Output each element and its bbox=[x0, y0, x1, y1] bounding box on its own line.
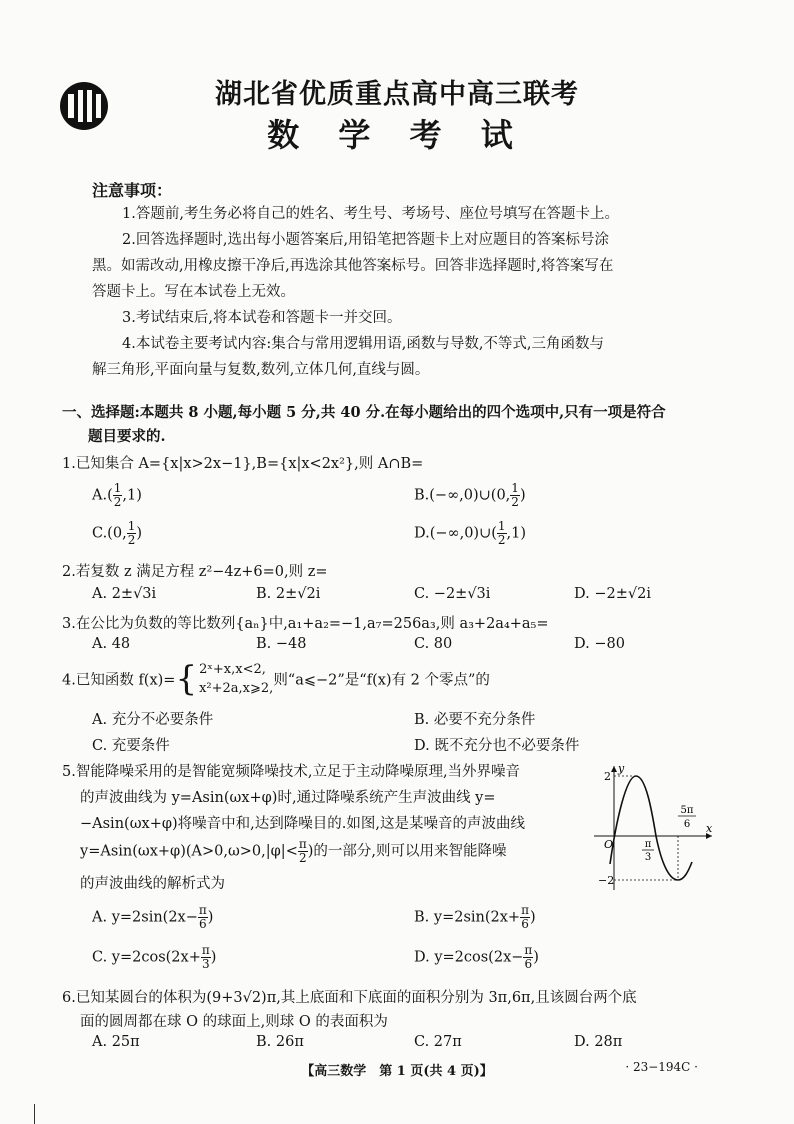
question-5-line: 5.智能降噪采用的是智能宽频降噪技术,立足于主动降噪原理,当外界噪音 bbox=[62, 764, 521, 780]
option-c: C. 27π bbox=[414, 1034, 462, 1050]
sine-wave-graph bbox=[592, 762, 716, 892]
exam-code: · 23−194C · bbox=[625, 1060, 698, 1074]
origin-label: O bbox=[604, 838, 614, 851]
scan-edge-mark bbox=[34, 1104, 35, 1124]
option-c: C. y=2cos(2x+ $\frac{\pi}{3}$ ) bbox=[92, 943, 217, 971]
note-line: 3.考试结束后,将本试卷和答题卡一并交回。 bbox=[122, 310, 402, 326]
option-a: A. y=2sin(2x− $\frac{\pi}{6}$ ) bbox=[92, 903, 214, 931]
page-footer: 【高三数学 第 1 页(共 4 页)】 bbox=[301, 1064, 493, 1079]
option-b: B. 必要不充分条件 bbox=[414, 712, 536, 728]
min-label: −2 bbox=[598, 874, 615, 887]
note-line: 解三角形,平面向量与复数,数列,立体几何,直线与圆。 bbox=[92, 362, 430, 378]
question-5-line: 的声波曲线的解析式为 bbox=[80, 876, 225, 892]
note-line: 2.回答选择题时,选出每小题答案后,用铅笔把答题卡上对应题目的答案标号涂 bbox=[122, 232, 610, 248]
option-b: B. 26π bbox=[256, 1034, 304, 1050]
tick-pi-3-num: π bbox=[644, 839, 652, 850]
option-a: A. 25π bbox=[92, 1034, 140, 1050]
option-a: A. 48 bbox=[92, 636, 131, 652]
question-5-line: 的声波曲线为 y=Asin(ωx+φ)时,通过降噪系统产生声波曲线 y= bbox=[80, 790, 496, 806]
max-label: 2 bbox=[604, 770, 611, 783]
option-d: D. −80 bbox=[574, 636, 625, 652]
option-b: B. y=2sin(2x+ $\frac{\pi}{6}$ ) bbox=[414, 903, 536, 931]
question-6-line: 面的圆周都在球 O 的球面上,则球 O 的表面积为 bbox=[80, 1014, 388, 1030]
question-5-line: −Asin(ωx+φ)将噪音中和,达到降噪目的.如图,这是某噪音的声波曲线 bbox=[80, 816, 525, 832]
option-c: C. −2±√3i bbox=[414, 586, 491, 602]
note-line: 1.答题前,考生务必将自己的姓名、考生号、考场号、座位号填写在答题卡上。 bbox=[122, 206, 619, 222]
question-1: 1.已知集合 A={x|x>2x−1},B={x|x<2x²},则 A∩B= bbox=[62, 456, 424, 472]
note-line: 答题卡上。写在本试卷上无效。 bbox=[92, 284, 295, 300]
option-d: D. y=2cos(2x− $\frac{\pi}{6}$ ) bbox=[414, 943, 539, 971]
section-heading: 题目要求的. bbox=[88, 428, 166, 445]
question-4: 4.已知函数 f(x)={ 2ˣ+x,x<2, x²+2a,x⩾2, 则“a⩽−2”是“f(x)有 2 个零点”的 bbox=[62, 659, 490, 699]
option-b: B.(−∞,0)∪(0, $\frac{1}{2}$ ) bbox=[414, 481, 526, 509]
option-c: C.(0, $\frac{1}{2}$ ) bbox=[92, 519, 142, 547]
note-line: 4.本试卷主要考试内容:集合与常用逻辑用语,函数与导数,不等式,三角函数与 bbox=[122, 336, 605, 352]
notes-heading: 注意事项： bbox=[92, 181, 173, 200]
option-a: A.( $\frac{1}{2}$ ,1) bbox=[92, 481, 142, 509]
option-d: D.(−∞,0)∪( $\frac{1}{2}$ ,1) bbox=[414, 519, 527, 547]
axis-y-label: y bbox=[618, 762, 625, 775]
option-a: A. 充分不必要条件 bbox=[92, 712, 214, 728]
note-line: 黑。如需改动,用橡皮擦干净后,再选涂其他答案标号。回答非选择题时,将答案写在 bbox=[92, 258, 614, 274]
axis-x-label: x bbox=[706, 822, 713, 835]
option-c: C. 80 bbox=[414, 636, 453, 652]
tick-5pi-6-den: 6 bbox=[683, 819, 691, 830]
tick-5pi-6-num: 5π bbox=[680, 805, 694, 816]
exam-title: 湖北省优质重点高中高三联考 bbox=[215, 79, 579, 110]
question-3: 3.在公比为负数的等比数列{aₙ}中,a₁+a₂=−1,a₇=256a₃,则 a₃+2a₄+a₅= bbox=[62, 616, 549, 632]
option-d: D. 28π bbox=[574, 1034, 623, 1050]
exam-subtitle: 数 学 考 试 bbox=[267, 116, 527, 154]
option-b: B. 2±√2i bbox=[256, 586, 321, 602]
question-2: 2.若复数 z 满足方程 z²−4z+6=0,则 z= bbox=[62, 564, 328, 580]
tick-pi-3-den: 3 bbox=[644, 852, 652, 863]
section-heading: 一、选择题:本题共 8 小题,每小题 5 分,共 40 分.在每小题给出的四个选项中,只有一项是符合 bbox=[62, 404, 666, 421]
option-b: B. −48 bbox=[256, 636, 307, 652]
option-c: C. 充要条件 bbox=[92, 738, 170, 754]
option-d: D. 既不充分也不必要条件 bbox=[414, 738, 580, 754]
question-6-line: 6.已知某圆台的体积为(9+3√2)π,其上底面和下底面的面积分别为 3π,6π,且该圆台两个底 bbox=[62, 990, 637, 1006]
option-d: D. −2±√2i bbox=[574, 586, 651, 602]
question-5-line: y=Asin(ωx+φ)(A>0,ω>0,|φ|< $\frac{\pi}{2}$ )的一部分,则可以用来智能降噪 bbox=[80, 837, 507, 865]
option-a: A. 2±√3i bbox=[92, 586, 157, 602]
